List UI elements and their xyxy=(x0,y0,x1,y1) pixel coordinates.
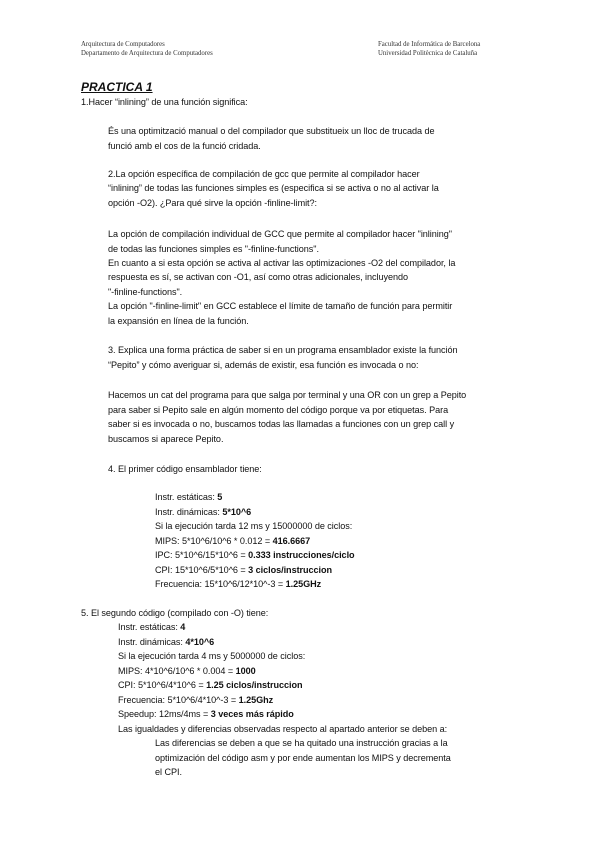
q1-question: 1.Hacer “inlining” de una función significa: xyxy=(81,97,248,107)
q1-answer-line: És una optimització manual o del compilador que substitueix un lloc de trucada de xyxy=(108,126,435,136)
q2-answer-line: La opción de compilación individual de GCC que permite al compilador hacer "inlining" xyxy=(108,229,452,239)
q5-dynamic-instructions: Instr. dinámicas: 4*10^6 xyxy=(118,637,215,647)
q3-question-line: “Pepito” y cómo averiguar si, además de existir, esa función es invocada o no: xyxy=(108,360,419,370)
q1-answer-line: funció amb el cos de la funció cridada. xyxy=(108,141,261,151)
q3-answer-line: buscamos si aparece Pepito. xyxy=(108,434,224,444)
header-left xyxy=(81,41,213,58)
q4-execution: Si la ejecución tarda 12 ms y 15000000 de ciclos: xyxy=(155,521,353,531)
q5-static-instructions: Instr. estáticas: 4 xyxy=(118,622,186,632)
q3-answer-line: saber si es invocada o no, buscamos todas las llamadas a funciones con un grep call y xyxy=(108,419,455,429)
q5-differences-line: Las diferencias se deben a que se ha quitado una instrucción gracias a la xyxy=(155,738,448,748)
department-name: Departamento de Arquitectura de Computadores xyxy=(81,49,213,57)
q2-answer-line: La opción "-finline-limit" en GCC establece el límite de tamaño de función para permitir xyxy=(108,301,453,311)
q5-differences-intro: Las igualdades y diferencias observadas respecto al apartado anterior se deben a: xyxy=(118,724,448,734)
q2-answer-line: de todas las funciones simples es "-finline-functions". xyxy=(108,244,319,254)
q2-question-line: “inlining” de todas las funciones simples es (especifica si se activa o no al activar la xyxy=(108,183,439,193)
q5-mips: MIPS: 4*10^6/10^6 * 0.004 = 1000 xyxy=(118,666,256,676)
q5-execution: Si la ejecución tarda 4 ms y 5000000 de ciclos: xyxy=(118,651,306,661)
q4-dynamic-instructions: Instr. dinámicas: 5*10^6 xyxy=(155,507,252,517)
q2-answer-line: En cuanto a si esta opción se activa al activar las optimizaciones -O2 del compilador, la xyxy=(108,258,456,268)
q4-mips: MIPS: 5*10^6/10^6 * 0.012 = 416.6667 xyxy=(155,536,311,546)
q4-static-instructions: Instr. estáticas: 5 xyxy=(155,492,223,502)
q4-frequency: Frecuencia: 15*10^6/12*10^-3 = 1.25GHz xyxy=(155,579,322,589)
q4-ipc: IPC: 5*10^6/15*10^6 = 0.333 instrucciones/ciclo xyxy=(155,550,355,560)
q5-differences-line: el CPI. xyxy=(155,767,182,777)
q5-speedup: Speedup: 12ms/4ms = 3 veces más rápido xyxy=(118,709,294,719)
q5-question: 5. El segundo código (compilado con -O) tiene: xyxy=(81,608,269,618)
university-name: Universidad Politècnica de Cataluña xyxy=(378,49,478,57)
q2-question-line: opción -O2). ¿Para qué sirve la opción -finline-limit?: xyxy=(108,198,318,208)
q2-question-line: 2.La opción específica de compilación de gcc que permite al compilador hacer xyxy=(108,169,420,179)
faculty-name: Facultad de Informática de Barcelona xyxy=(378,41,481,48)
q3-answer-line: Hacemos un cat del programa para que salga por terminal y una OR con un grep a Pepito xyxy=(108,390,467,400)
q2-answer-line: "-finline-functions". xyxy=(108,287,183,297)
page-title: PRACTICA 1 xyxy=(81,80,153,94)
q2-answer-line: la expansión en línea de la función. xyxy=(108,316,249,326)
q3-question-line: 3. Explica una forma práctica de saber si en un programa ensamblador existe la función xyxy=(108,345,458,355)
q5-frequency: Frecuencia: 5*10^6/4*10^-3 = 1.25Ghz xyxy=(118,695,274,705)
course-name: Arquitectura de Computadores xyxy=(81,41,165,48)
q5-cpi: CPI: 5*10^6/4*10^6 = 1.25 ciclos/instruccion xyxy=(118,680,303,690)
q3-answer-line: para saber si Pepito sale en algún momento del código porque va por etiquetas. Para xyxy=(108,405,449,415)
q2-answer-line: respuesta es sí, se activan con -O1, así como otras adicionales, incluyendo xyxy=(108,272,409,282)
q5-differences-line: optimización del código asm y por ende aumentan los MIPS y decrementa xyxy=(155,753,451,763)
q4-question: 4. El primer código ensamblador tiene: xyxy=(108,464,262,474)
q4-cpi: CPI: 15*10^6/5*10^6 = 3 ciclos/instruccion xyxy=(155,565,333,575)
header-right xyxy=(378,41,480,58)
